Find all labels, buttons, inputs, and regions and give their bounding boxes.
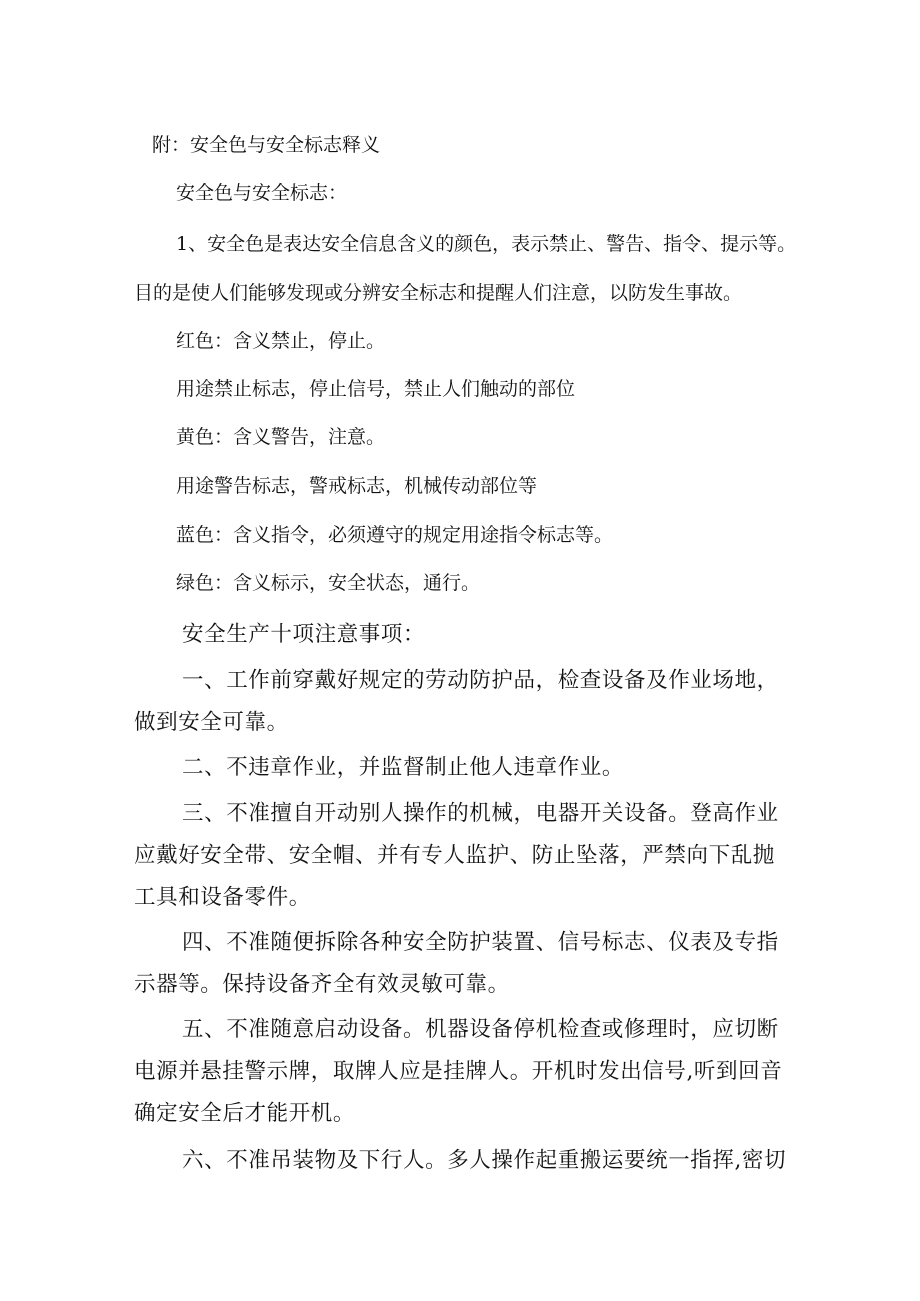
rule-3-line-2: 应戴好安全带、安全帽、并有专人监护、防止坠落，严禁向下乱抛	[134, 843, 775, 868]
rule-6-line-1: 六、不准吊装物及下行人。多人操作起重搬运要统一指挥,密切	[182, 1148, 787, 1173]
colors-intro-line-1: 1、安全色是表达安全信息含义的颜色，表示禁止、警告、指令、提示等。	[176, 233, 797, 255]
color-item-red: 红色：含义禁止，停止。	[176, 330, 386, 352]
rule-4-line-2: 示器等。保持设备齐全有效灵敏可靠。	[134, 972, 510, 997]
rule-1-line-2: 做到安全可靠。	[134, 710, 289, 735]
color-item-yellow: 黄色：含义警告，注意。	[176, 426, 386, 448]
rule-4-line-1: 四、不准随便拆除各种安全防护装置、信号标志、仪表及专指	[182, 930, 779, 955]
color-item-green: 绿色：含义标示，安全状态，通行。	[176, 572, 481, 594]
rules-section-heading: 安全生产十项注意事项：	[182, 622, 426, 647]
colors-intro-line-2: 目的是使人们能够发现或分辨安全标志和提醒人们注意，以防发生事故。	[134, 282, 743, 304]
rule-5-line-1: 五、不准随意启动设备。机器设备停机检查或修理时，应切断	[182, 1017, 779, 1042]
rule-5-line-3: 确定安全后才能开机。	[134, 1101, 356, 1126]
rule-3-line-1: 三、不准擅自开动别人操作的机械，电器开关设备。登高作业	[182, 801, 779, 826]
appendix-title: 附：安全色与安全标志释义	[152, 134, 381, 156]
colors-section-heading: 安全色与安全标志：	[176, 182, 348, 204]
color-item-red-usage: 用途禁止标志，停止信号，禁止人们触动的部位	[176, 378, 576, 400]
rule-1-line-1: 一、工作前穿戴好规定的劳动防护品，检查设备及作业场地，	[182, 668, 779, 693]
rule-3-line-3: 工具和设备零件。	[134, 885, 311, 910]
rule-5-line-2: 电源并悬挂警示牌，取牌人应是挂牌人。开机时发出信号,听到回音	[134, 1059, 783, 1084]
color-item-blue: 蓝色：含义指令，必须遵守的规定用途指令标志等。	[176, 524, 614, 546]
rule-2-line-1: 二、不违章作业，并监督制止他人违章作业。	[182, 755, 625, 780]
color-item-yellow-usage: 用途警告标志，警戒标志，机械传动部位等	[176, 475, 538, 497]
